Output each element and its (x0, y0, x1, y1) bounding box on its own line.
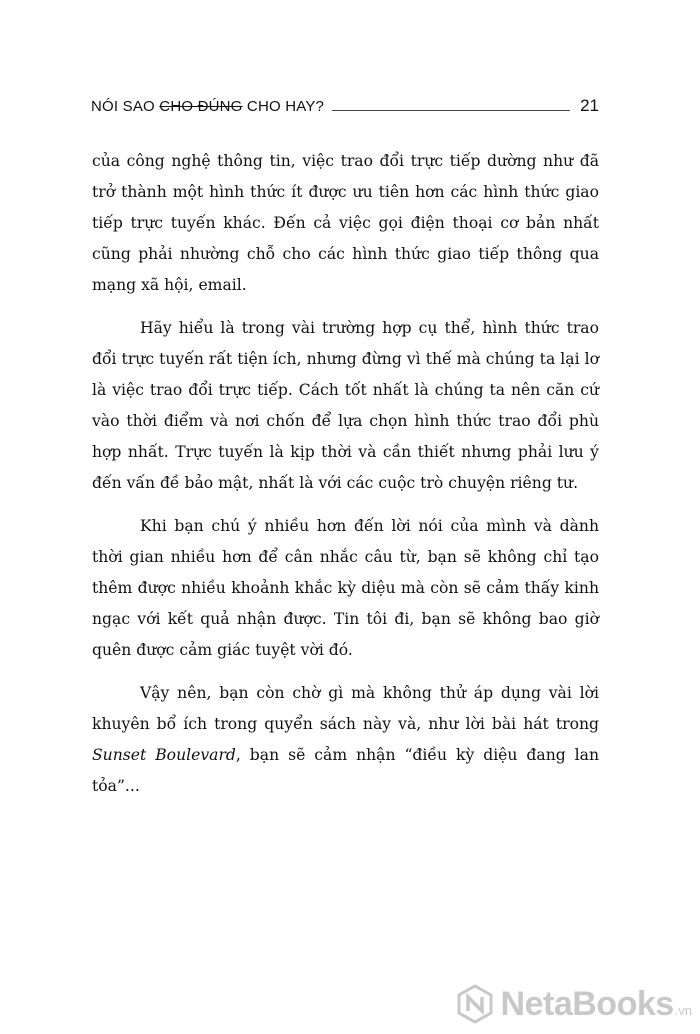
paragraph: Khi bạn chú ý nhiều hơn đến lời nói của mình và dành thời gian nhiều hơn để cân nhắc câu từ, bạn sẽ không chỉ tạo thêm được nhiều khoảnh khắc kỳ diệu mà còn sẽ cảm thấy kinh ngạc với kết quả nhận được. Tin tôi đi, bạn sẽ không bao giờ quên được cảm giác tuyệt vời đó. (92, 517, 599, 659)
paragraph: của công nghệ thông tin, việc trao đổi trực tiếp dường như đã trở thành một hình thức ít được ưu tiên hơn các hình thức giao tiếp trực tuyến khác. Đến cả việc gọi điện thoại cơ bản nhất cũng phải nhường chỗ cho các hình thức giao tiếp thông qua mạng xã hội, email. (92, 152, 599, 294)
paragraph-text: , bạn sẽ cảm nhận “điều kỳ diệu đang lan tỏa”... (92, 746, 600, 795)
title-struck-part: CHO ĐÚNG (159, 98, 243, 115)
book-title (91, 99, 324, 114)
paragraph-text: Vậy nên, bạn còn chờ gì mà không thử áp dụng vài lời khuyên bổ ích trong quyển sách này và, như lời bài hát trong (92, 684, 599, 733)
title-part-2: CHO HAY? (242, 98, 325, 115)
song-title: Sunset Boulevard (92, 746, 236, 764)
paragraph: Hãy hiểu là trong vài trường hợp cụ thể, hình thức trao đổi trực tuyến rất tiện ích, nhưng đừng vì thế mà chúng ta lại lơ là việc trao đổi trực tiếp. Cách tốt nhất là chúng ta nên căn cứ vào thời điểm và nơi chốn để lựa chọn hình thức trao đổi phù hợp nhất. Trực tuyến là kịp thời và cần thiết nhưng phải lưu ý đến vấn đề bảo mật, nhất là với các cuộc trò chuyện riêng tư. (92, 319, 599, 492)
page-number: 21 (580, 96, 599, 115)
body-text (92, 146, 599, 814)
running-header (91, 92, 599, 114)
watermark (455, 984, 692, 1024)
netabooks-logo-icon (455, 984, 495, 1024)
title-part-1: NÓI SAO (91, 98, 160, 115)
paragraph (92, 678, 599, 802)
header-rule (332, 110, 570, 111)
watermark-brand: NetaBooks (500, 984, 674, 1023)
watermark-suffix: .vn (674, 1003, 692, 1018)
